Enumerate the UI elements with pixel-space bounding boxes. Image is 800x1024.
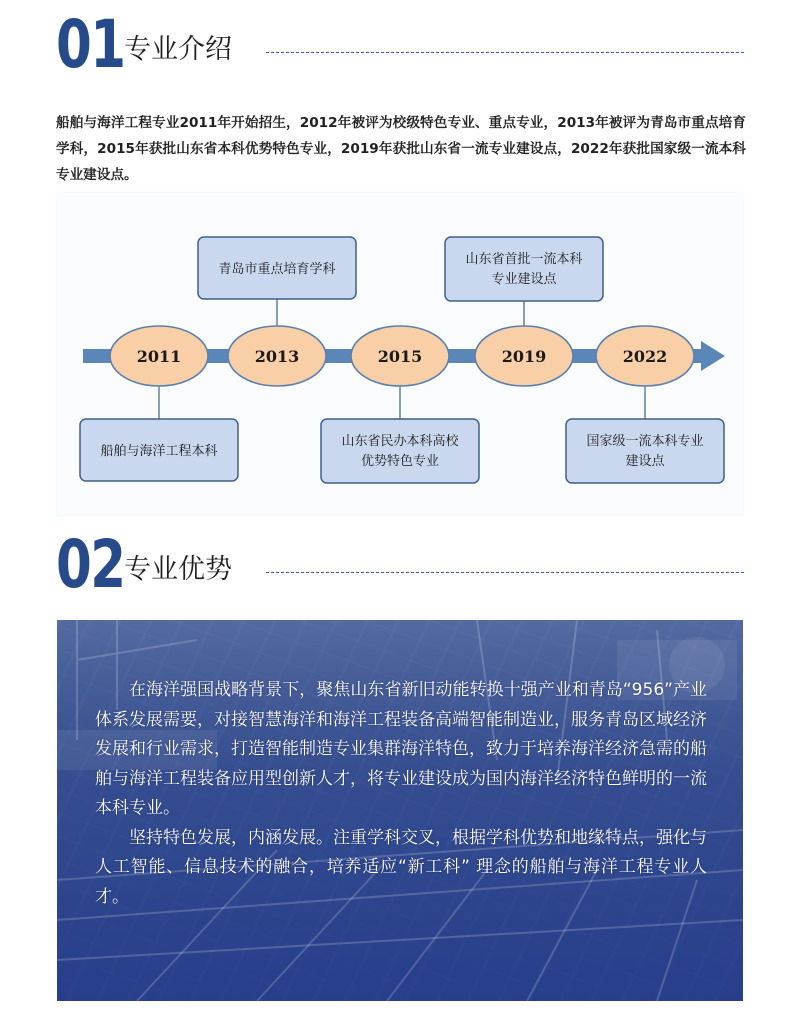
section-number: 01 <box>56 6 125 83</box>
section-title: 专业介绍 <box>124 34 232 65</box>
section-title: 专业优势 <box>124 554 232 585</box>
timeline-svg <box>57 193 743 515</box>
milestone-label: 专业建设点 <box>491 272 557 287</box>
milestone-label: 青岛市重点培育学科 <box>218 262 336 277</box>
advantages-panel <box>57 620 743 1001</box>
milestone-label: 山东省民办本科高校 <box>341 434 459 449</box>
year-label: 2011 <box>136 347 182 366</box>
section-header-advantages <box>56 526 746 603</box>
year-label: 2019 <box>501 347 547 366</box>
advantages-paragraph: 在海洋强国战略背景下，聚焦山东省新旧动能转换十强产业和青岛“956”产业体系发展需要，对接智慧海洋和海洋工程装备高端智能制造业，服务青岛区域经济发展和行业需求，打造智能制造专业集群海洋特色，致力于培养海洋经济急需的船舶与海洋工程装备应用型创新人才，将专业建设成为国内海洋经济特色鲜明的一流本科专业。 <box>95 680 707 818</box>
section-number: 02 <box>56 526 125 603</box>
year-label: 2013 <box>254 347 300 366</box>
timeline-diagram <box>57 193 743 515</box>
section-divider <box>266 52 744 53</box>
milestone-label: 山东省首批一流本科 <box>465 252 583 267</box>
year-label: 2022 <box>622 347 668 366</box>
year-label: 2015 <box>377 347 423 366</box>
milestone-label: 建设点 <box>625 454 665 469</box>
milestone-label: 国家级一流本科专业 <box>586 434 704 449</box>
section-header-intro <box>56 6 746 83</box>
milestone-label: 优势特色专业 <box>360 454 440 469</box>
timeline-arrowhead <box>701 341 725 371</box>
milestone-box <box>445 237 603 301</box>
advantages-paragraph: 坚持特色发展，内涵发展。注重学科交叉，根据学科优势和地缘特点，强化与人工智能、信息技术的融合，培养适应“新工科” 理念的船舶与海洋工程专业人才。 <box>95 827 707 907</box>
milestone-label: 船舶与海洋工程本科 <box>100 444 218 459</box>
advantages-text <box>95 676 707 912</box>
section-divider <box>266 572 744 573</box>
milestone-box <box>321 419 479 483</box>
intro-paragraph: 船舶与海洋工程专业2011年开始招生，2012年被评为校级特色专业、重点专业，2013年被评为青岛市重点培育学科，2015年获批山东省本科优势特色专业，2019年获批山东省一流专业建设点，2022年获批国家级一流本科专业建设点。 <box>56 114 746 183</box>
milestone-box <box>566 419 724 483</box>
